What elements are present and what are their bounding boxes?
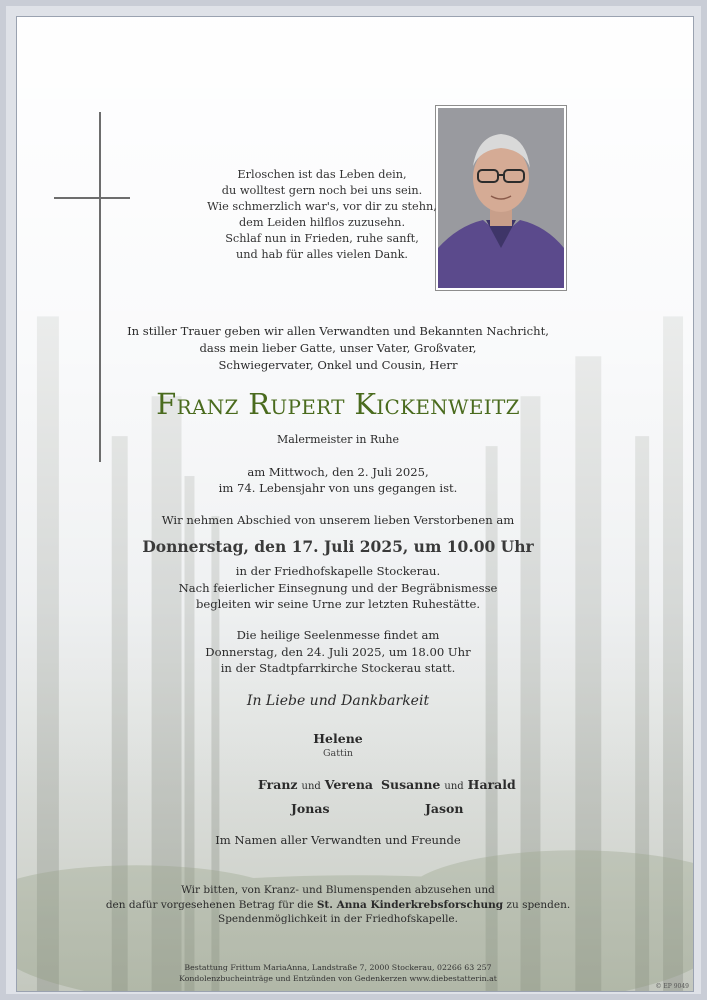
footer-line: Bestattung Frittum MariaAnna, Landstraße 7, 2000 Stockerau, 02266 63 257: [184, 963, 492, 972]
poem: [157, 167, 487, 263]
print-code: © EP 9049: [655, 983, 689, 990]
family-and: und: [301, 781, 321, 792]
donation-text: den dafür vorgesehenen Betrag für die: [105, 898, 317, 911]
deceased-name: Franz Rupert Kickenweitz: [156, 387, 520, 421]
footer: [16, 962, 676, 984]
donation-charity: St. Anna Kinderkrebsforschung: [316, 898, 504, 911]
chapel-line: begleiten wir seine Urne zur letzten Ruhestätte.: [195, 597, 481, 611]
donation-text: zu spenden.: [503, 898, 571, 911]
grandchild-name: Jason: [425, 801, 464, 816]
footer-line: Kondolenzbucheinträge und Entzünden von Gedenkerzen www.diebestatterin.at: [179, 974, 497, 983]
poem-line: Erloschen ist das Leben dein,: [237, 168, 407, 181]
widow-role: Gattin: [322, 748, 354, 759]
death-info: [16, 464, 676, 496]
obituary-card: [16, 16, 694, 992]
mass-line: Donnerstag, den 24. Juli 2025, um 18.00 Uhr: [205, 644, 471, 659]
farewell-intro: Wir nehmen Abschied von unserem lieben Verstorbenen am: [161, 513, 515, 527]
mass-line: in der Stadtpfarrkirche Stockerau statt.: [220, 661, 456, 675]
donation-line: [16, 898, 676, 913]
love-dedication: In Liebe und Dankbarkeit: [246, 693, 430, 709]
poem-line: und hab für alles vielen Dank.: [235, 248, 409, 261]
grandchild-name: Jonas: [291, 801, 330, 816]
announcement: [16, 323, 676, 374]
chapel-line: Nach feierlicher Einsegnung und der Begräbnismesse: [178, 580, 498, 595]
chapel-line: in der Friedhofskapelle Stockerau.: [235, 564, 441, 578]
others-line: Im Namen aller Verwandten und Freunde: [215, 833, 461, 847]
chapel-info: [16, 563, 676, 613]
mass-line: Die heilige Seelenmesse findet am: [236, 628, 440, 642]
donation-line: Spendenmöglichkeit in der Friedhofskapelle.: [218, 913, 458, 925]
page-frame: [6, 6, 701, 994]
donation-note: [16, 883, 676, 927]
announcement-line: Schwiegervater, Onkel und Cousin, Herr: [218, 358, 458, 372]
death-line: im 74. Lebensjahr von uns gegangen ist.: [218, 481, 458, 495]
profession: Malermeister in Ruhe: [277, 433, 399, 446]
family-pair-2: [381, 777, 516, 792]
mass-info: [16, 627, 676, 677]
poem-line: dem Leiden hilflos zuzusehn.: [238, 216, 406, 229]
poem-line: Schlaf nun in Frieden, ruhe sanft,: [225, 232, 419, 245]
poem-line: Wie schmerzlich war's, vor dir zu stehn,: [207, 200, 437, 213]
poem-line: du wolltest gern noch bei uns sein.: [221, 184, 423, 197]
cross-horizontal: [54, 197, 130, 199]
family-pair-1: [258, 777, 373, 792]
widow-name: Helene: [313, 731, 363, 746]
family-name: Franz: [258, 777, 298, 792]
announcement-line: In stiller Trauer geben wir allen Verwandten und Bekannten Nachricht,: [127, 324, 549, 338]
death-line: am Mittwoch, den 2. Juli 2025,: [247, 465, 429, 479]
donation-line: Wir bitten, von Kranz- und Blumenspenden abzusehen und: [181, 884, 495, 896]
announcement-line: dass mein lieber Gatte, unser Vater, Großvater,: [199, 341, 477, 355]
family-name: Verena: [324, 777, 374, 792]
funeral-date: Donnerstag, den 17. Juli 2025, um 10.00 Uhr: [142, 537, 534, 556]
family-name: Susanne: [381, 777, 441, 792]
family-and: und: [444, 781, 464, 792]
family-name: Harald: [467, 777, 516, 792]
